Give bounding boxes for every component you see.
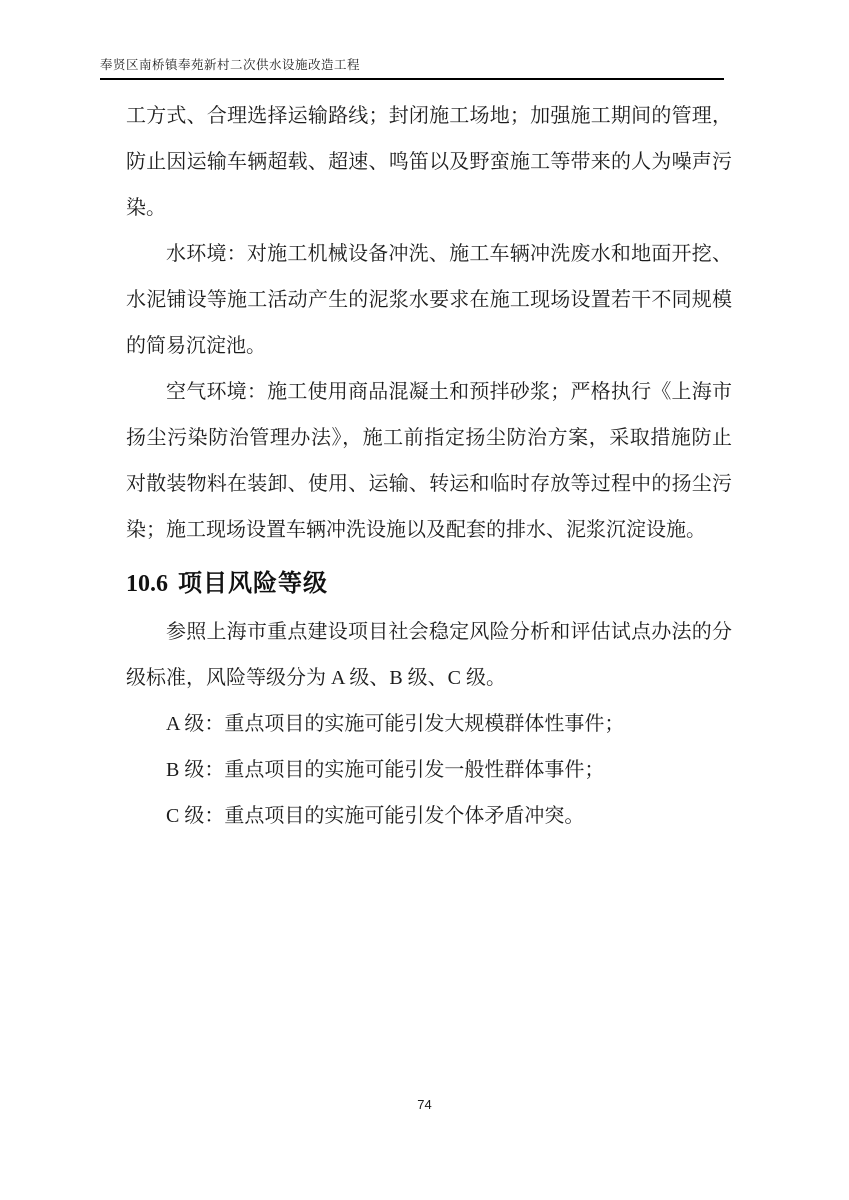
paragraph-risk-level-b: B 级：重点项目的实施可能引发一般性群体事件； xyxy=(166,759,605,781)
section-heading-project-risk-level xyxy=(126,566,732,602)
paragraph-air-environment: 空气环境：施工使用商品混凝土和预拌砂浆；严格执行《上海市扬尘污染防治管理办法》，施工前指定扬尘防治方案，采取措施防止对散装物料在装卸、使用、运输、转运和临时存放等过程中的扬尘污染；施工现场设置车辆冲洗设施以及配套的排水、泥浆沉淀设施。 xyxy=(126,381,732,541)
page-header xyxy=(100,55,724,80)
paragraph-risk-grading-standard: 参照上海市重点建设项目社会稳定风险分析和评估试点办法的分级标准，风险等级分为 A 级、B 级、C 级。 xyxy=(126,621,732,689)
paragraph-risk-level-a: A 级：重点项目的实施可能引发大规模群体性事件； xyxy=(166,713,625,735)
section-title: 项目风险等级 xyxy=(178,571,328,597)
paragraph-water-environment: 水环境：对施工机械设备冲洗、施工车辆冲洗废水和地面开挖、水泥铺设等施工活动产生的泥浆水要求在施工现场设置若干不同规模的简易沉淀池。 xyxy=(126,243,732,357)
paragraph-risk-level-c: C 级：重点项目的实施可能引发个体矛盾冲突。 xyxy=(166,805,585,827)
header-project-title: 奉贤区南桥镇奉苑新村二次供水设施改造工程 xyxy=(100,58,361,72)
section-number: 10.6 xyxy=(126,571,168,597)
paragraph-noise-pollution-continuation: 工方式、合理选择运输路线；封闭施工场地；加强施工期间的管理，防止因运输车辆超载、超速、鸣笛以及野蛮施工等带来的人为噪声污染。 xyxy=(126,105,732,219)
page-number: 74 xyxy=(417,1097,432,1112)
page-footer xyxy=(0,1096,849,1114)
document-body xyxy=(126,93,732,839)
